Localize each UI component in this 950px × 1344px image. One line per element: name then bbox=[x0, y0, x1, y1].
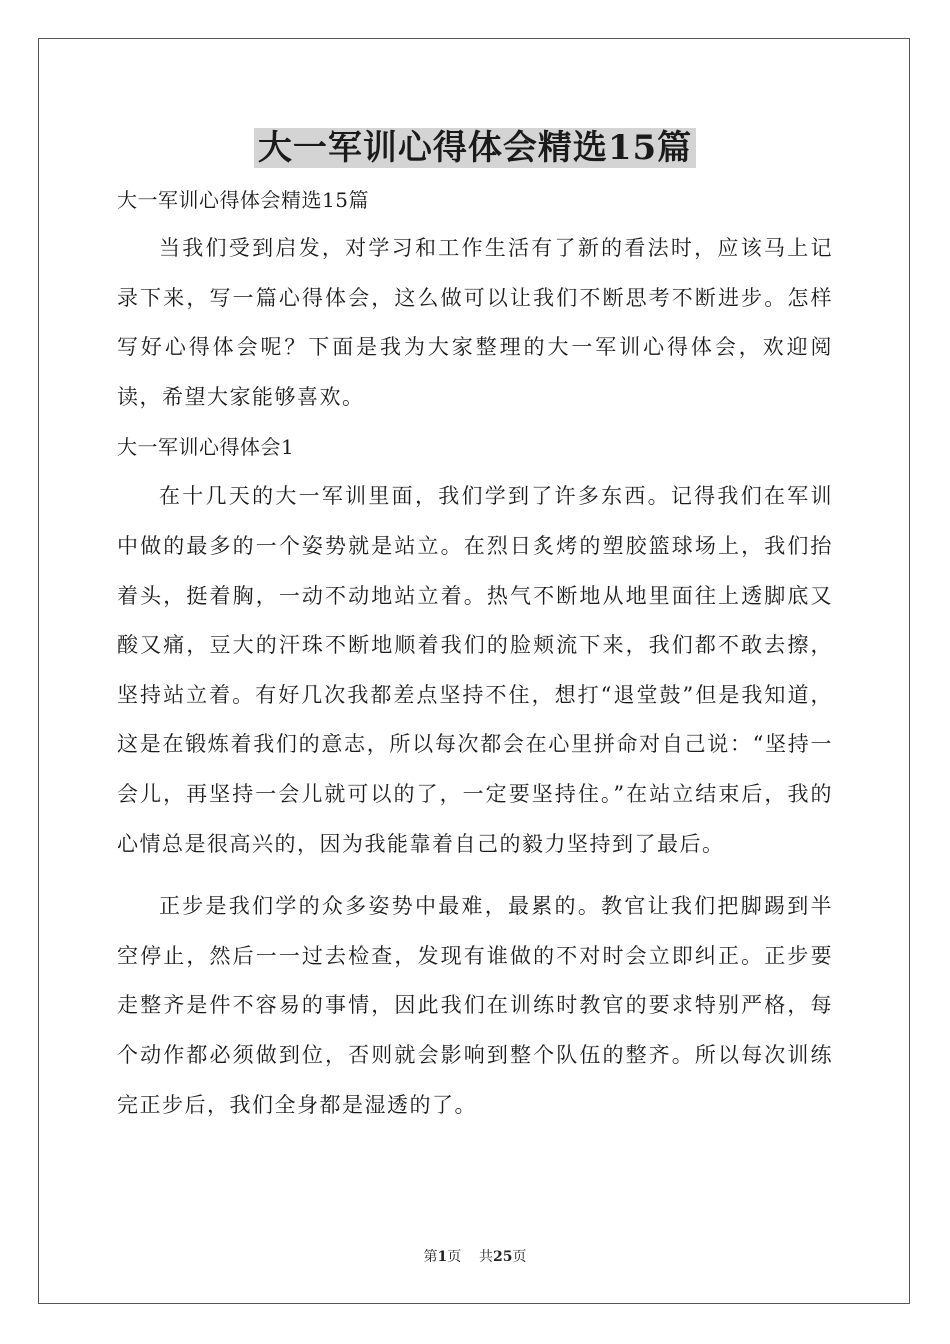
page-number-suffix: 页 bbox=[447, 1249, 462, 1265]
document-body bbox=[117, 176, 833, 1130]
document-subtitle: 大一军训心得体会精选15篇 bbox=[117, 188, 369, 212]
document-title bbox=[0, 124, 950, 172]
total-pages-suffix: 页 bbox=[512, 1249, 527, 1265]
total-pages-prefix: 共 bbox=[479, 1249, 494, 1265]
document-title-text: 大一军训心得体会精选15篇 bbox=[254, 128, 696, 168]
page-number: 1 bbox=[437, 1249, 448, 1265]
body-paragraph-1: 在十几天的大一军训里面，我们学到了许多东西。记得我们在军训中做的最多的一个姿势就是站立。在烈日炙烤的塑胶篮球场上，我们抬着头，挺着胸，一动不动地站立着。热气不断地从地里面往上透脚底又酸又痛，豆大的汗珠不断地顺着我们的脸颊流下来，我们都不敢去擦，坚持站立着。有好几次我都差点坚持不住，想打“退堂鼓”但是我知道，这是在锻炼着我们的意志，所以每次都会在心里拼命对自己说：“坚持一会儿，再坚持一会儿就可以的了，一定要坚持住。”在站立结束后，我的心情总是很高兴的，因为我能靠着自己的毅力坚持到了最后。 bbox=[117, 484, 833, 856]
page-footer bbox=[0, 1246, 950, 1266]
page-number-prefix: 第 bbox=[423, 1249, 438, 1265]
intro-paragraph: 当我们受到启发，对学习和工作生活有了新的看法时，应该马上记录下来，写一篇心得体会，这么做可以让我们不断思考不断进步。怎样写好心得体会呢？下面是我为大家整理的大一军训心得体会，欢迎阅读，希望大家能够喜欢。 bbox=[117, 236, 833, 409]
total-pages: 25 bbox=[493, 1249, 513, 1265]
body-paragraph-2: 正步是我们学的众多姿势中最难，最累的。教官让我们把脚踢到半空停止，然后一一过去检查，发现有谁做的不对时会立即纠正。正步要走整齐是件不容易的事情，因此我们在训练时教官的要求特别严格，每个动作都必须做到位，否则就会影响到整个队伍的整齐。所以每次训练完正步后，我们全身都是湿透的了。 bbox=[117, 894, 833, 1117]
section-heading: 大一军训心得体会1 bbox=[117, 435, 295, 460]
